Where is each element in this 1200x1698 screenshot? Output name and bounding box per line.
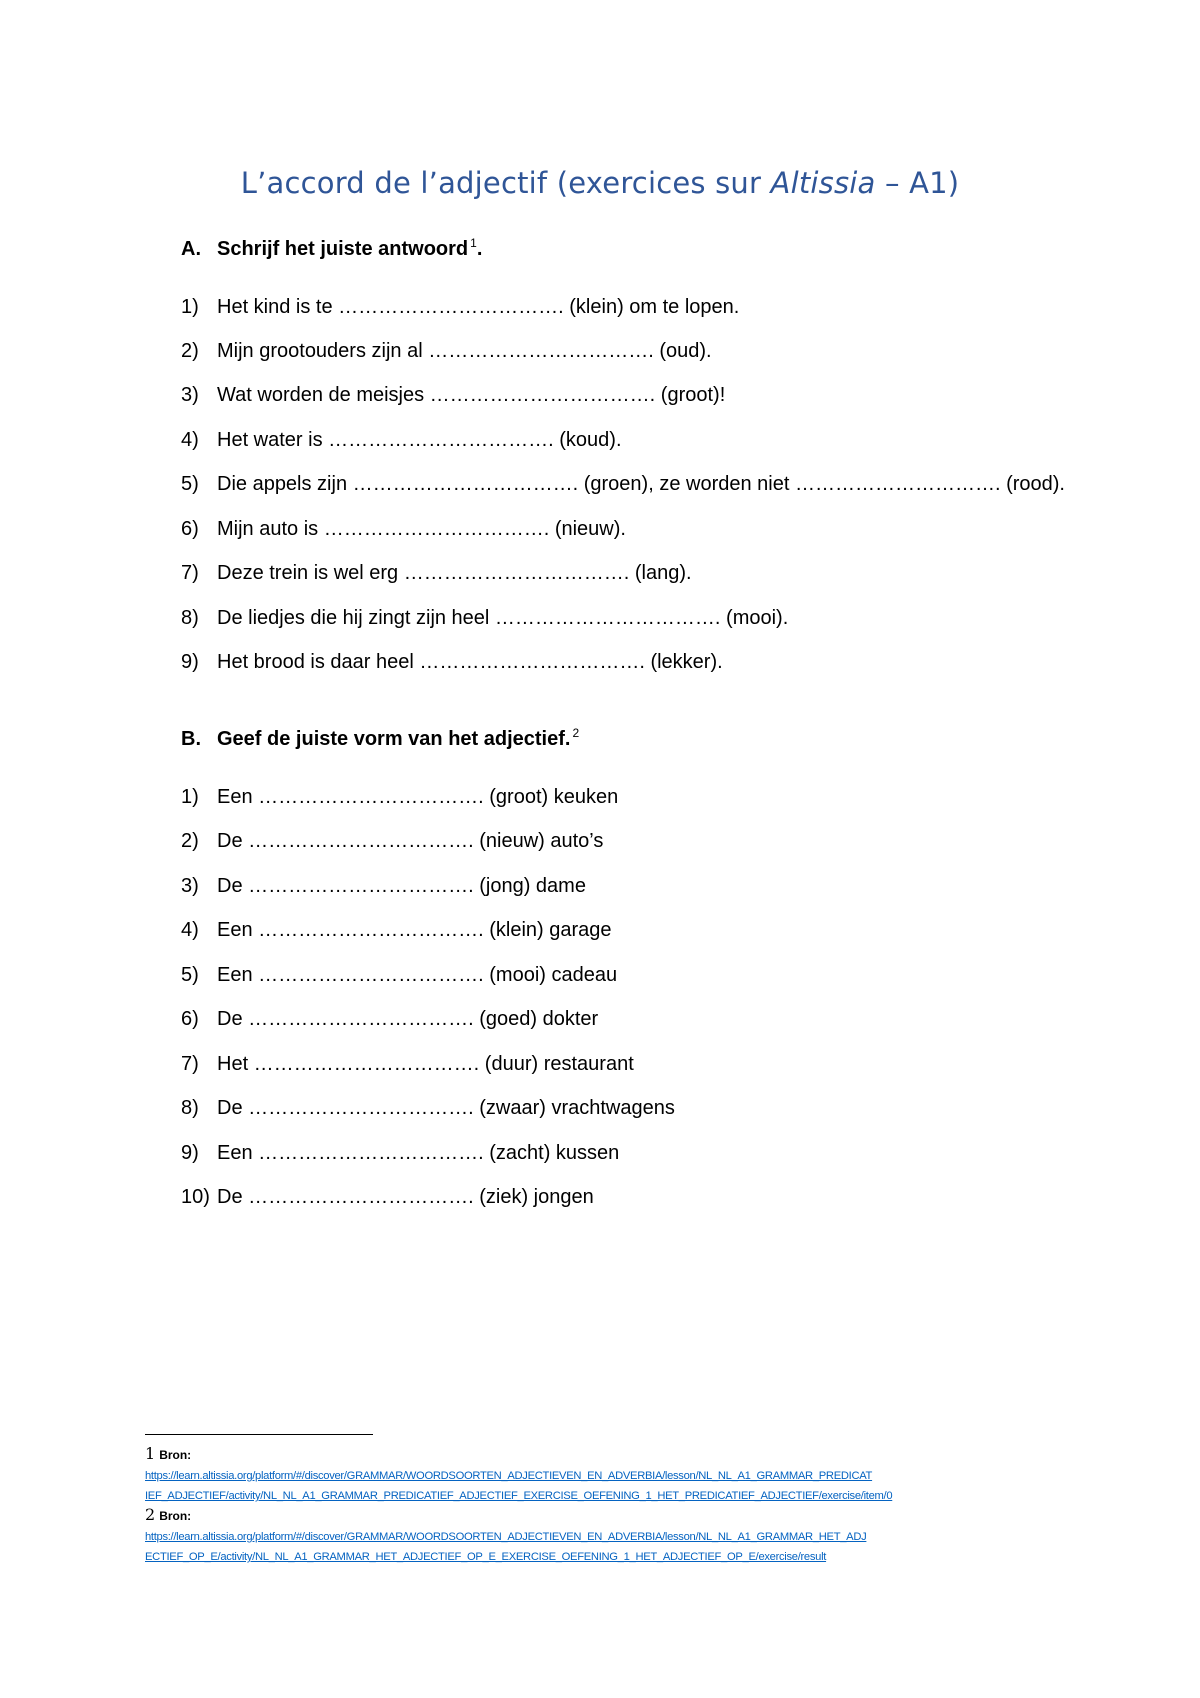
link-line[interactable]: ECTIEF_OP_E/activity/NL_NL_A1_GRAMMAR_HET_ADJECTIEF_OP_E_EXERCISE_OEFENING_1_HET_ADJECTIEF_OP_E/exercise/result [145,1551,827,1563]
footnote-ref-1[interactable]: 1 [470,236,477,250]
exercise-b-item [181,830,603,853]
item-number: 5) [181,964,199,986]
exercise-b-item [181,1053,634,1076]
exercise-b-item [181,875,586,898]
item-number: 6) [181,1008,199,1030]
footnote-ref-2[interactable]: 2 [572,726,580,740]
exercise-a-item [181,607,788,630]
exercise-a-item [181,473,1065,496]
item-text: Het ……………………………. (duur) restaurant [217,1053,634,1075]
item-text: Een ……………………………. (klein) garage [217,919,612,941]
section-a-letter: A. [181,238,201,260]
exercise-b-item [181,1142,619,1165]
item-text: Een ……………………………. (zacht) kussen [217,1142,620,1164]
exercise-a-item [181,562,692,585]
item-text: Mijn grootouders zijn al ……………………………. (oud). [217,340,712,362]
item-text: De ……………………………. (ziek) jongen [217,1186,594,1208]
section-b-letter: B. [181,728,201,750]
item-text: De ……………………………. (zwaar) vrachtwagens [217,1097,675,1119]
item-number: 9) [181,1142,199,1164]
footnote-mark: 1 [145,1444,156,1463]
item-text: De ……………………………. (jong) dame [217,875,586,897]
footnote-label: Bron: [159,1509,192,1523]
title-part2: – A1) [875,166,960,200]
item-text: De ……………………………. (goed) dokter [217,1008,599,1030]
footnote-mark: 2 [145,1505,156,1524]
item-number: 2) [181,830,199,852]
link-line[interactable]: https://learn.altissia.org/platform/#/discover/GRAMMAR/WOORDSOORTEN_ADJECTIEVEN_EN_ADVERBIA/lesson/NL_NL_A1_GRAMMAR_PREDICAT [145,1470,873,1482]
item-text: Een ……………………………. (groot) keuken [217,786,619,808]
footnote-separator [145,1434,373,1435]
item-number: 8) [181,1097,199,1119]
item-text: Het brood is daar heel ……………………………. (lekker). [217,651,723,673]
item-number: 6) [181,518,199,540]
exercise-b-item [181,919,612,942]
exercise-a-item [181,429,622,452]
exercise-a-item [181,518,626,541]
exercise-b-item [181,786,618,809]
section-a-heading-end: . [476,238,483,260]
item-text: Het kind is te ……………………………. (klein) om te lopen. [217,296,740,318]
item-number: 2) [181,340,199,362]
item-number: 4) [181,919,199,941]
item-number: 9) [181,651,199,673]
item-number: 1) [181,786,199,808]
item-number: 7) [181,562,199,584]
item-number: 5) [181,473,199,495]
exercise-b-item [181,1008,598,1031]
exercise-b-item [181,1186,594,1209]
title-italic: Altissia [770,166,876,200]
footnote-2-link[interactable] [145,1531,866,1543]
exercise-a-item [181,384,725,407]
item-number: 3) [181,384,199,406]
item-text: Wat worden de meisjes ……………………………. (groot)! [217,384,726,406]
item-text: De ……………………………. (nieuw) auto’s [217,830,604,852]
item-text: De liedjes die hij zingt zijn heel ……………………………. (mooi). [217,607,789,629]
exercise-a-item [181,296,739,319]
section-a-heading [181,236,482,261]
item-number: 10) [181,1186,210,1208]
footnote-1-link[interactable] [145,1490,892,1502]
item-text: Een ……………………………. (mooi) cadeau [217,964,618,986]
footnote-2-link[interactable] [145,1551,826,1563]
item-number: 7) [181,1053,199,1075]
link-line[interactable]: IEF_ADJECTIEF/activity/NL_NL_A1_GRAMMAR_PREDICATIEF_ADJECTIEF_EXERCISE_OEFENING_1_HET_PREDICATIEF_ADJECTIEF/exercise/item/0 [145,1490,893,1502]
item-text: Deze trein is wel erg ……………………………. (lang). [217,562,692,584]
item-text: Mijn auto is ……………………………. (nieuw). [217,518,626,540]
footnote-1 [145,1444,191,1463]
item-number: 3) [181,875,199,897]
item-text: Die appels zijn ……………………………. (groen), ze worden niet …………………………. (rood). [217,473,1065,495]
item-number: 1) [181,296,199,318]
item-number: 8) [181,607,199,629]
item-number: 4) [181,429,199,451]
footnote-1-link[interactable] [145,1470,872,1482]
section-a-heading-text: Schrijf het juiste antwoord [217,238,469,260]
footnote-label: Bron: [159,1448,192,1462]
section-b-heading-text: Geef de juiste vorm van het adjectief. [217,728,571,750]
exercise-a-item [181,340,712,363]
page-title [0,166,1200,200]
title-part1: L’accord de l’adjectif (exercices sur [240,166,771,200]
exercise-b-item [181,1097,675,1120]
exercise-b-item [181,964,617,987]
exercise-a-item [181,651,723,674]
link-line[interactable]: https://learn.altissia.org/platform/#/discover/GRAMMAR/WOORDSOORTEN_ADJECTIEVEN_EN_ADVERBIA/lesson/NL_NL_A1_GRAMMAR_HET_ADJ [145,1531,867,1543]
section-b-heading [181,726,579,751]
item-text: Het water is ……………………………. (koud). [217,429,622,451]
footnote-2 [145,1505,191,1524]
